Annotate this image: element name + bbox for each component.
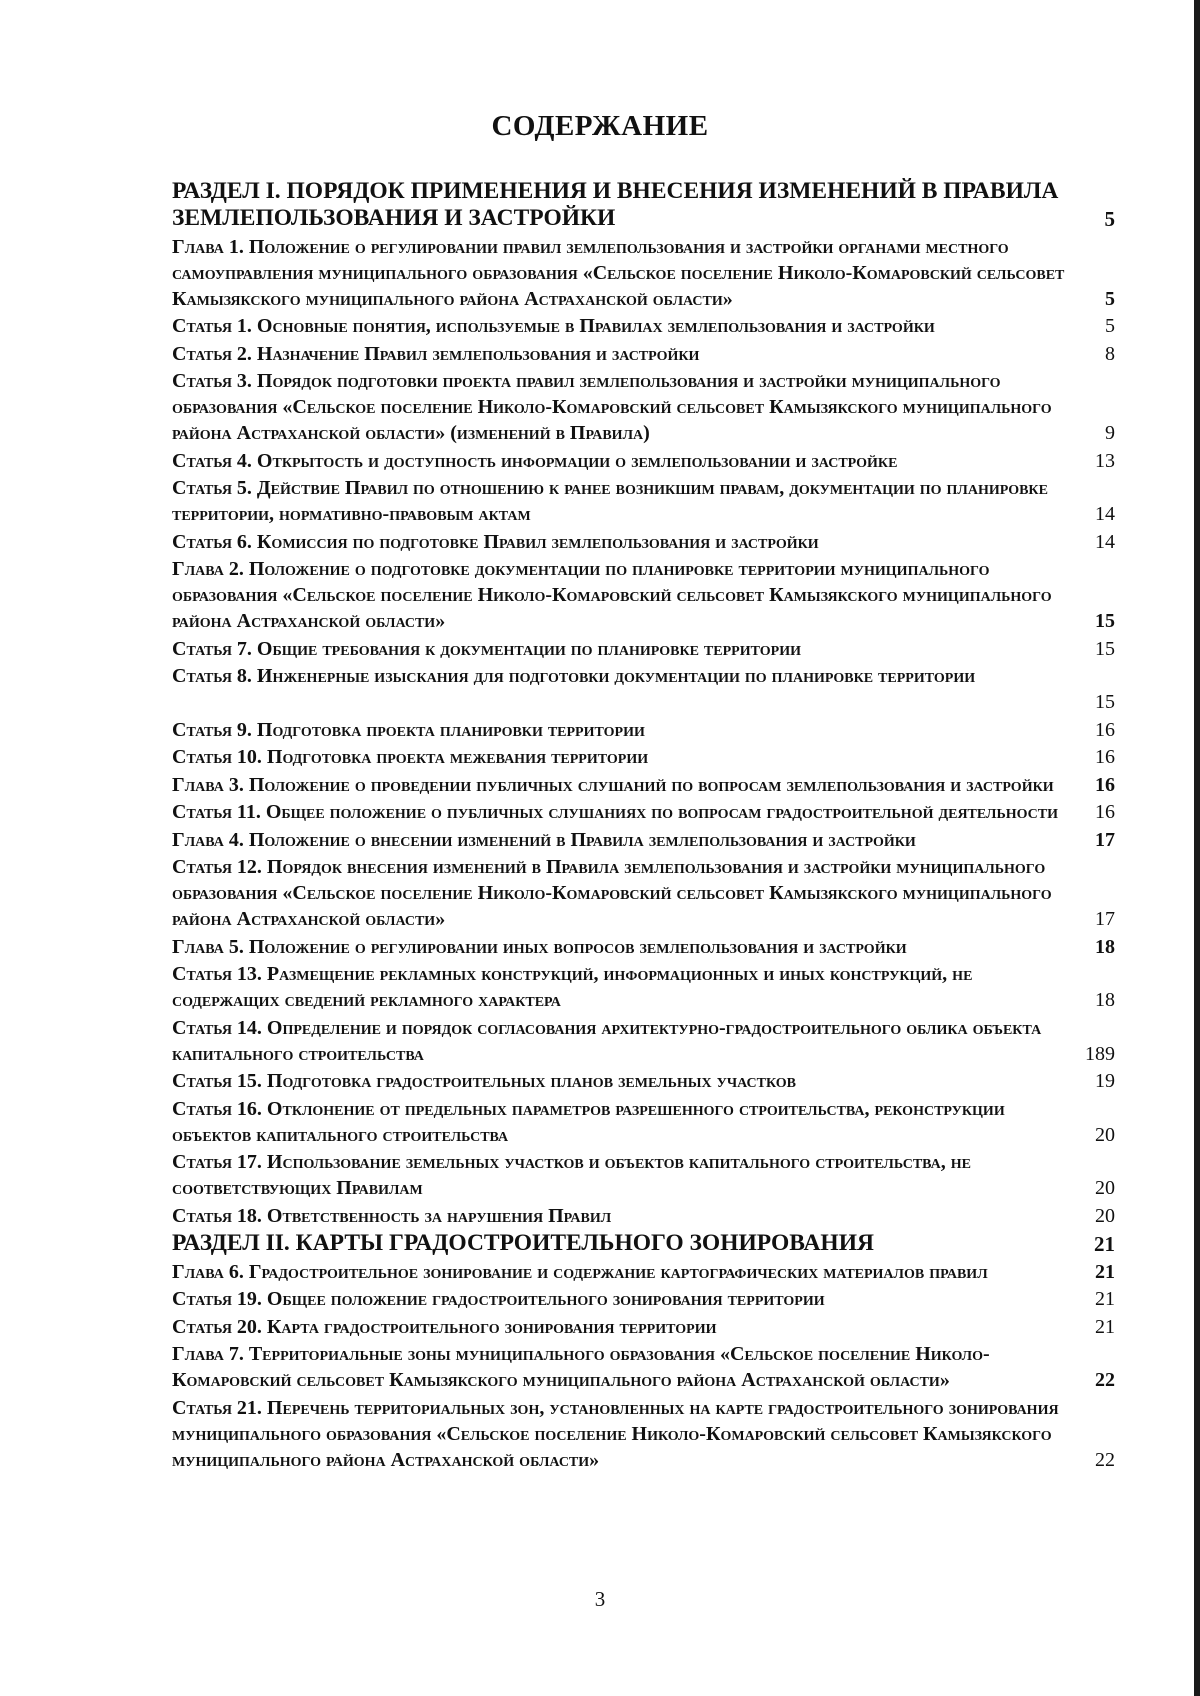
- toc-entry-page: 21: [1094, 1232, 1115, 1256]
- toc-entry-title: Глава 2. Положение о подготовке документации по планировке территории муниципального образования «Сельское поселение Николо-Комаровский сельсовет Камызякского муниципального района Астраханской области»: [172, 558, 1052, 632]
- toc-entry-page: 22: [1095, 1448, 1115, 1471]
- toc-entry-page: 9: [1105, 422, 1115, 444]
- toc-entry-title: РАЗДЕЛ II. КАРТЫ ГРАДОСТРОИТЕЛЬНОГО ЗОНИРОВАНИЯ: [172, 1230, 874, 1256]
- toc-entry: [172, 1314, 1115, 1340]
- toc-entry-page: 16: [1095, 801, 1115, 823]
- toc-entry-title: Статья 8. Инженерные изыскания для подготовки документации по планировке территории: [172, 665, 976, 687]
- toc-entry-page: 16: [1095, 746, 1115, 768]
- toc-entry-title: Статья 16. Отклонение от предельных параметров разрешенного строительства, реконструкции объектов капитального строительства: [172, 1097, 1005, 1146]
- toc-entry: [172, 1259, 1115, 1285]
- toc-entry-page: 14: [1095, 503, 1115, 525]
- toc-entry: [172, 234, 1115, 312]
- toc-entry-title: Статья 13. Размещение рекламных конструкций, информационных и иных конструкций, не содержащих сведений рекламного характера: [172, 963, 973, 1011]
- toc-entry-page: 5: [1105, 287, 1115, 310]
- toc-entry-title: Статья 7. Общие требования к документации по планировке территории: [172, 637, 801, 660]
- toc-entry: [172, 1149, 1115, 1201]
- toc-entry: [172, 448, 1115, 474]
- toc-entry-page: 20: [1095, 1123, 1115, 1146]
- toc-entry: [172, 1015, 1115, 1067]
- toc-entry-page: 19: [1095, 1070, 1115, 1092]
- toc-entry: [172, 1286, 1115, 1312]
- toc-entry: [172, 1395, 1115, 1473]
- toc-entry-page: 18: [1095, 989, 1115, 1011]
- toc-entry-page: 13: [1095, 449, 1115, 472]
- toc-entry: [172, 1096, 1115, 1148]
- toc-entry-title: Статья 20. Карта градостроительного зонирования территории: [172, 1315, 717, 1338]
- toc-entry-title: Статья 14. Определение и порядок согласования архитектурно-градостроительного облика объекта капитального строительства: [172, 1016, 1042, 1065]
- toc-entry-title: Статья 1. Основные понятия, используемые в Правилах землепользования и застройки: [172, 315, 935, 337]
- toc-entry-page: 16: [1095, 773, 1115, 796]
- toc-entry: [172, 368, 1115, 446]
- toc-entry: [172, 556, 1115, 634]
- toc-entry-page: 15: [1095, 610, 1115, 632]
- toc-entry-title: Статья 21. Перечень территориальных зон, установленных на карте градостроительного зонирования муниципального образования «Сельское поселение Николо-Комаровский сельсовет Камызякского муниципального района Астраханской области»: [172, 1396, 1059, 1471]
- page-title: СОДЕРЖАНИЕ: [491, 110, 709, 142]
- toc-entry-title: Статья 4. Открытость и доступность информации о землепользовании и застройке: [172, 449, 898, 472]
- toc-entry: [172, 1341, 1115, 1393]
- toc-entry-page: 21: [1095, 1315, 1115, 1338]
- page-number: 3: [594, 1587, 606, 1611]
- toc-entry: [172, 178, 1115, 232]
- toc-entry-page: 189: [1085, 1042, 1115, 1065]
- toc-entry: [172, 854, 1115, 932]
- toc-entry: [172, 717, 1115, 743]
- toc-entry: [172, 934, 1115, 960]
- toc-entry: [172, 827, 1115, 853]
- toc-entry-page: 5: [1104, 207, 1115, 231]
- toc-entry-page: 22: [1095, 1369, 1115, 1391]
- toc-entry-title: Глава 1. Положение о регулировании правил землепользования и застройки органами местного самоуправления муниципального образования «Сельское поселение Николо-Комаровский сельсовет Камызякского муниципального района Астраханской области»: [172, 235, 1065, 310]
- toc-entry-page: 20: [1095, 1177, 1115, 1199]
- toc-entry-title: Статья 15. Подготовка градостроительных планов земельных участков: [172, 1070, 797, 1092]
- toc-entry: [172, 313, 1115, 339]
- toc-entry-title: Статья 18. Ответственность за нарушения Правил: [172, 1204, 612, 1227]
- toc-entry: [172, 1203, 1115, 1229]
- toc-entry: [172, 663, 1115, 715]
- toc-entry-title: Глава 3. Положение о проведении публичных слушаний по вопросам землепользования и застройки: [172, 773, 1054, 796]
- toc-entry-title: Глава 6. Градостроительное зонирование и содержание картографических материалов правил: [172, 1260, 988, 1283]
- toc-entry-page: 15: [1095, 637, 1115, 660]
- toc-entry-title: РАЗДЕЛ I. ПОРЯДОК ПРИМЕНЕНИЯ И ВНЕСЕНИЯ ИЗМЕНЕНИЙ В ПРАВИЛА ЗЕМЛЕПОЛЬЗОВАНИЯ И ЗАСТРОЙКИ: [172, 178, 1059, 231]
- toc-entry-title: Статья 9. Подготовка проекта планировки территории: [172, 718, 645, 741]
- toc-entry-title: Статья 10. Подготовка проекта межевания территории: [172, 746, 649, 768]
- toc-entry: [172, 475, 1115, 527]
- toc-entry-page: 5: [1105, 315, 1115, 337]
- toc-entry-title: Глава 5. Положение о регулировании иных вопросов землепользования и застройки: [172, 935, 907, 958]
- toc-entry: [172, 636, 1115, 662]
- toc-entry-title: Статья 11. Общее положение о публичных слушаниях по вопросам градостроительной деятельности: [172, 801, 1059, 823]
- toc-entry-title: Статья 2. Назначение Правил землепользования и застройки: [172, 342, 700, 365]
- table-of-contents: [172, 178, 1115, 1474]
- toc-entry: [172, 799, 1115, 825]
- toc-entry: [172, 744, 1115, 770]
- toc-entry-title: Глава 7. Территориальные зоны муниципального образования «Сельское поселение Николо-Комаровский сельсовет Камызякского муниципального района Астраханской области»: [172, 1343, 990, 1391]
- toc-entry-title: Статья 19. Общее положение градостроительного зонирования территории: [172, 1288, 825, 1310]
- toc-entry-page: 21: [1095, 1288, 1115, 1310]
- toc-entry-page: 8: [1105, 342, 1115, 365]
- toc-entry: [172, 529, 1115, 555]
- toc-entry-title: Статья 3. Порядок подготовки проекта правил землепользования и застройки муниципального образования «Сельское поселение Николо-Комаровский сельсовет Камызякского муниципального района Астраханской области» (изменений в Правила): [172, 370, 1052, 444]
- toc-entry-page: 14: [1095, 530, 1115, 553]
- toc-entry: [172, 1068, 1115, 1094]
- page-edge: [1194, 0, 1200, 1696]
- toc-entry-page: 15: [1095, 691, 1115, 713]
- toc-entry-title: Статья 17. Использование земельных участков и объектов капитального строительства, не соответствующих Правилам: [172, 1151, 971, 1199]
- toc-entry-title: Статья 6. Комиссия по подготовке Правил землепользования и застройки: [172, 530, 819, 553]
- toc-entry-title: Статья 12. Порядок внесения изменений в Правила землепользования и застройки муниципального образования «Сельское поселение Николо-Комаровский сельсовет Камызякского муниципального района Астраханской области»: [172, 856, 1052, 930]
- toc-entry-page: 18: [1095, 935, 1115, 958]
- toc-entry: [172, 961, 1115, 1013]
- toc-entry-page: 17: [1095, 908, 1115, 930]
- toc-entry-page: 21: [1095, 1260, 1115, 1283]
- toc-entry: [172, 341, 1115, 367]
- toc-entry-page: 20: [1095, 1204, 1115, 1227]
- toc-entry: [172, 1230, 1115, 1257]
- toc-entry-title: Глава 4. Положение о внесении изменений в Правила землепользования и застройки: [172, 828, 916, 851]
- toc-entry-page: 16: [1095, 718, 1115, 741]
- toc-entry-page: 17: [1095, 828, 1115, 851]
- toc-entry: [172, 772, 1115, 798]
- toc-entry-title: Статья 5. Действие Правил по отношению к ранее возникшим правам, документации по планировке территории, нормативно-правовым актам: [172, 477, 1048, 525]
